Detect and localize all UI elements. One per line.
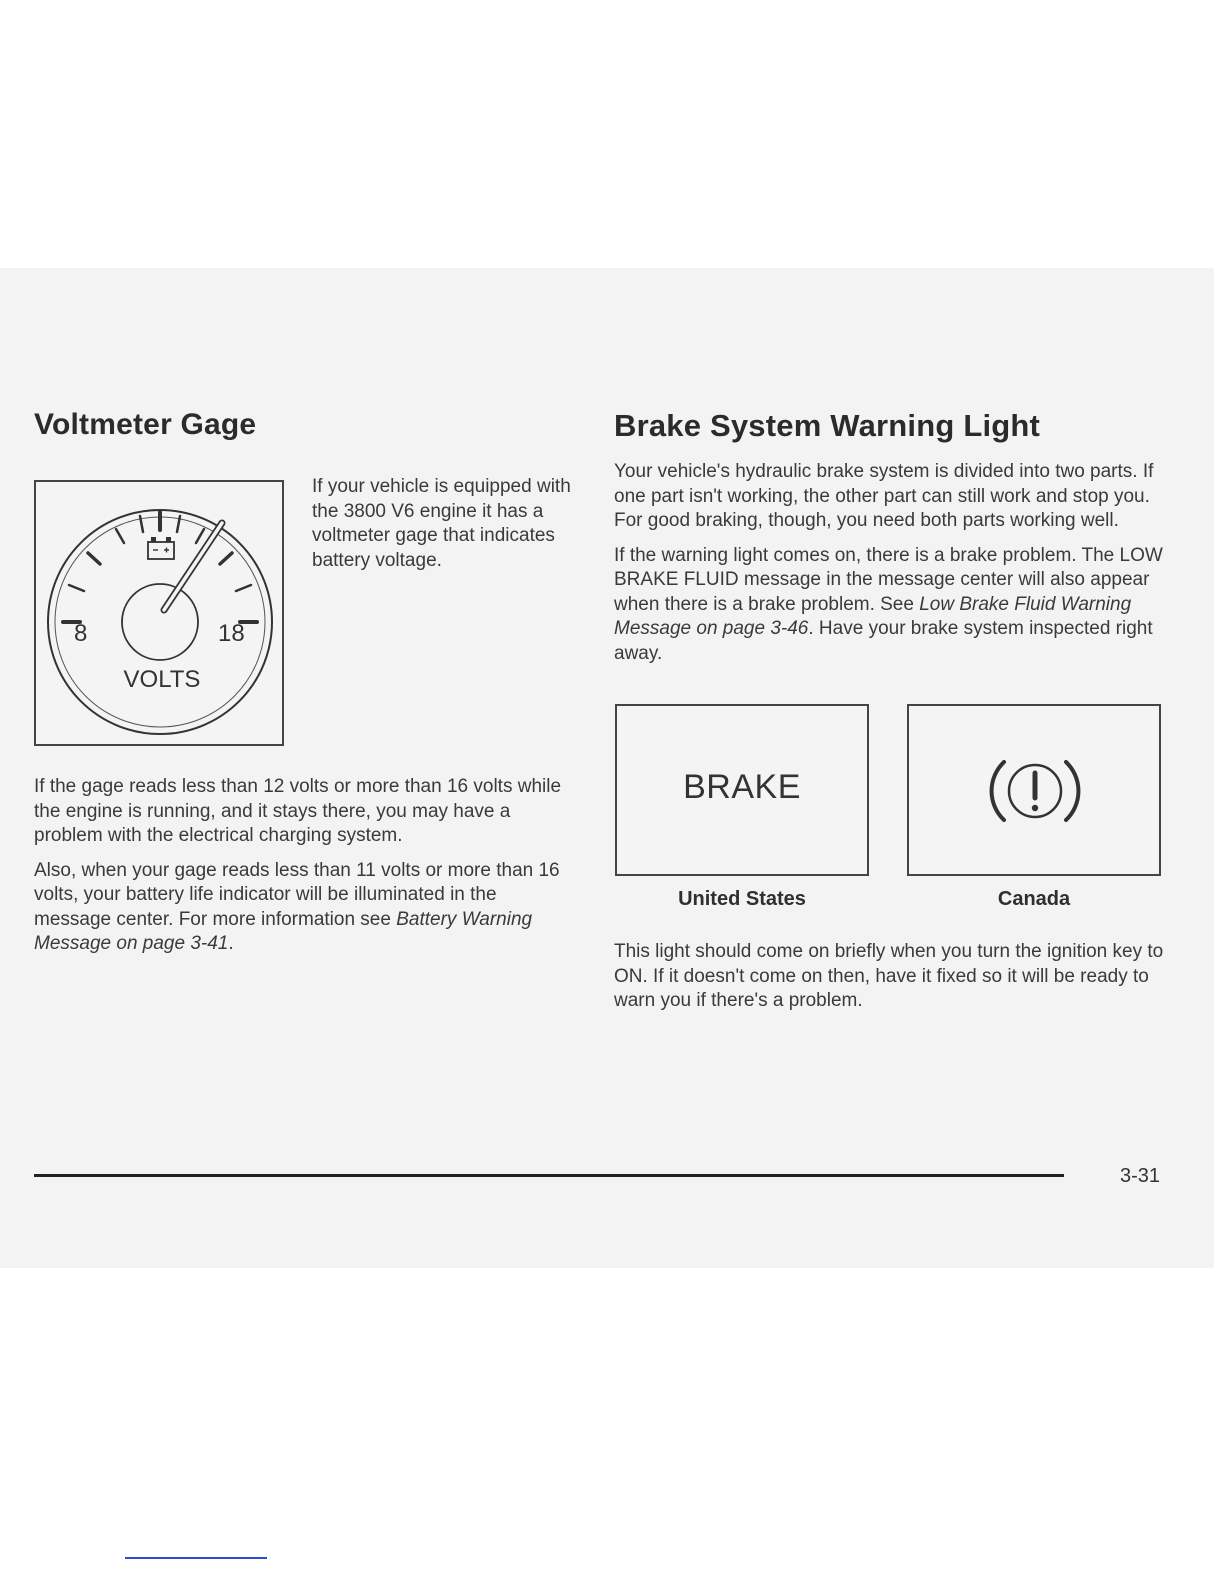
voltmeter-paragraph-2-end: . bbox=[228, 933, 234, 954]
brake-paragraph-1: Your vehicle's hydraulic brake system is divided into two parts. If one part isn't working, the other part can still work and stop you. For good braking, though, you need both parts working well. bbox=[614, 461, 1154, 531]
caption-united-states: United States bbox=[678, 888, 806, 910]
brake-heading: Brake System Warning Light bbox=[614, 408, 1041, 443]
voltmeter-gauge-illustration bbox=[34, 480, 284, 746]
brake-body-after-lights bbox=[614, 940, 1166, 1014]
brake-light-us bbox=[615, 704, 869, 876]
voltmeter-body bbox=[34, 775, 574, 957]
brake-paragraph-2-text: If the warning light comes on, there is a brake problem. The LOW BRAKE FLUID message in the message center will also appear when there is a brake problem. See bbox=[614, 544, 1163, 615]
voltmeter-heading: Voltmeter Gage bbox=[34, 408, 257, 441]
battery-warning-reference[interactable]: Battery Warning Message on page 3-41 bbox=[34, 908, 533, 954]
manual-page bbox=[0, 268, 1214, 1268]
brake-body bbox=[614, 460, 1166, 666]
brake-paragraph-2 bbox=[614, 544, 1166, 667]
footer-rule bbox=[34, 1174, 1064, 1177]
gauge-unit-label: VOLTS bbox=[123, 666, 201, 693]
voltmeter-paragraph-2-text: Also, when your gage reads less than 11 volts or more than 16 volts, your battery life indicator will be illuminated in the message center. For more information see bbox=[34, 859, 560, 930]
brake-paragraph-3: This light should come on briefly when you turn the ignition key to ON. If it doesn't come on then, have it fixed so it will be ready to warn you if there's a problem. bbox=[614, 941, 1164, 1011]
brake-light-canada bbox=[907, 704, 1161, 876]
voltmeter-section bbox=[34, 408, 574, 954]
brake-warning-icon bbox=[980, 746, 1090, 836]
gauge-high-label: 18 bbox=[218, 620, 245, 647]
gauge-description bbox=[312, 475, 574, 573]
page-number: 3-31 bbox=[1120, 1165, 1161, 1187]
voltmeter-paragraph-2 bbox=[34, 859, 574, 957]
brake-light-text: BRAKE bbox=[683, 768, 801, 806]
hyperlink-underline[interactable] bbox=[125, 1557, 267, 1559]
brake-section bbox=[614, 408, 1166, 1011]
battery-icon bbox=[36, 482, 282, 744]
gauge-low-label: 8 bbox=[74, 620, 88, 647]
low-brake-fluid-reference[interactable]: Low Brake Fluid Warning Message on page 3-46 bbox=[614, 593, 1132, 639]
brake-paragraph-2-end: . Have your brake system inspected right away. bbox=[614, 618, 1153, 664]
voltmeter-paragraph-1: If the gage reads less than 12 volts or more than 16 volts while the engine is running, and it stays there, you may have a problem with the electrical charging system. bbox=[34, 776, 562, 846]
caption-canada: Canada bbox=[997, 888, 1071, 910]
gauge-caption: If your vehicle is equipped with the 3800 V6 engine it has a voltmeter gage that indicates battery voltage. bbox=[312, 476, 571, 571]
